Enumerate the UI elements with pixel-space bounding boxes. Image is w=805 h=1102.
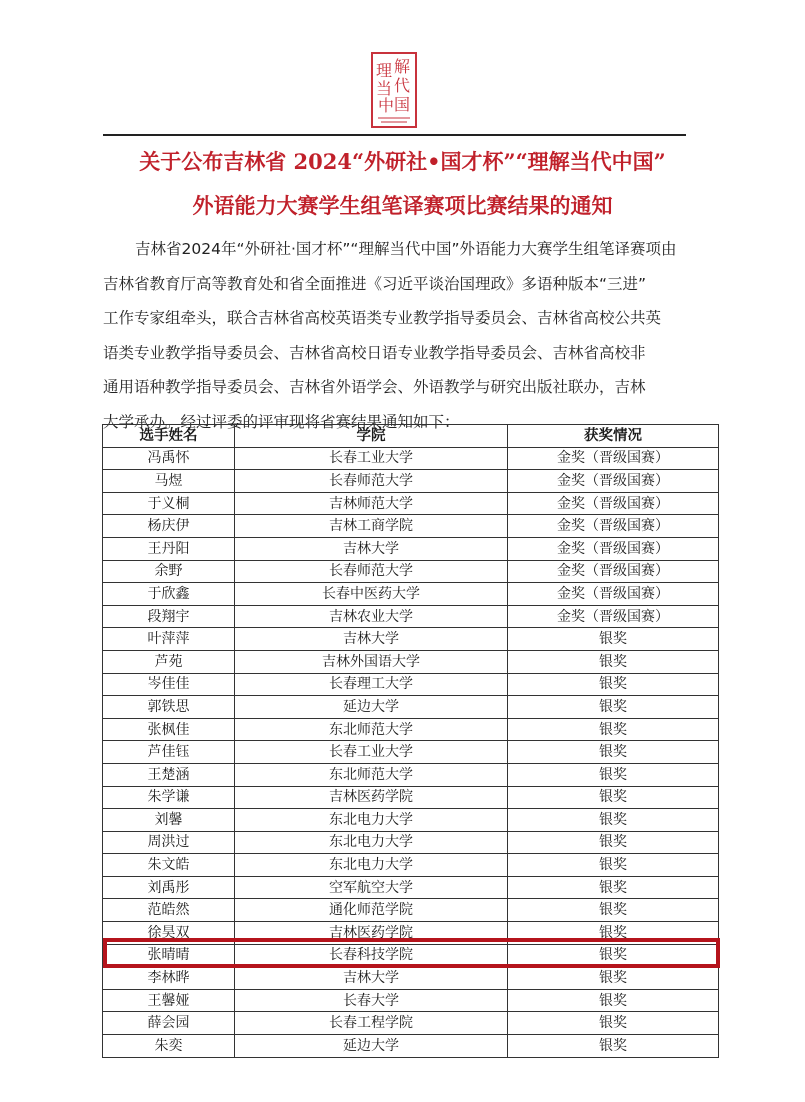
logo-char: 国 (393, 95, 411, 114)
cell-name: 朱学谦 (103, 786, 235, 809)
cell-name: 余野 (103, 560, 235, 583)
cell-name: 王丹阳 (103, 537, 235, 560)
cell-award: 银奖 (508, 854, 719, 877)
cell-award: 金奖（晋级国赛） (508, 515, 719, 538)
cell-school: 吉林外国语大学 (235, 650, 508, 673)
cell-school: 吉林工商学院 (235, 515, 508, 538)
cell-name: 段翔宇 (103, 605, 235, 628)
cell-name: 徐昊双 (103, 922, 235, 945)
cell-name: 郭铁思 (103, 696, 235, 719)
table-row (103, 492, 719, 515)
document-title-line-2: 外语能力大赛学生组笔译赛项比赛结果的通知 (192, 193, 613, 218)
cell-award: 银奖 (508, 989, 719, 1012)
cell-name: 朱文皓 (103, 854, 235, 877)
cell-name: 芦苑 (103, 650, 235, 673)
cell-school: 吉林医药学院 (235, 786, 508, 809)
cell-award: 金奖（晋级国赛） (508, 560, 719, 583)
cell-award: 银奖 (508, 673, 719, 696)
table-row (103, 470, 719, 493)
table-row (103, 922, 719, 945)
cell-school: 空军航空大学 (235, 876, 508, 899)
table-row (103, 696, 719, 719)
cell-school: 长春工程学院 (235, 1012, 508, 1035)
table-row (103, 718, 719, 741)
cell-award: 银奖 (508, 876, 719, 899)
cell-name: 王楚涵 (103, 763, 235, 786)
cell-school: 吉林农业大学 (235, 605, 508, 628)
cell-name: 芦佳钰 (103, 741, 235, 764)
header-divider (103, 134, 686, 136)
intro-line: 工作专家组牵头，联合吉林省高校英语类专业教学指导委员会、吉林省高校公共英 (103, 309, 662, 327)
cell-name: 叶萍萍 (103, 628, 235, 651)
results-table (102, 424, 719, 1058)
table-row (103, 763, 719, 786)
intro-line: 吉林省2024年“外研社·国才杯”“理解当代中国”外语能力大赛学生组笔译赛项由 (135, 240, 677, 258)
table-row (103, 583, 719, 606)
cell-school: 长春理工大学 (235, 673, 508, 696)
logo-char: 解 (393, 57, 411, 76)
cell-school: 吉林医药学院 (235, 922, 508, 945)
cell-name: 周洪过 (103, 831, 235, 854)
cell-award: 银奖 (508, 1035, 719, 1058)
cell-award: 银奖 (508, 718, 719, 741)
cell-school: 长春师范大学 (235, 560, 508, 583)
cell-school: 东北师范大学 (235, 763, 508, 786)
intro-line: 吉林省教育厅高等教育处和省全面推进《习近平谈治国理政》多语种版本“三进” (103, 274, 647, 293)
cell-school: 延边大学 (235, 1035, 508, 1058)
cell-school: 吉林大学 (235, 628, 508, 651)
cell-school: 通化师范学院 (235, 899, 508, 922)
cell-name: 于欣鑫 (103, 583, 235, 606)
document-title-line-1: 关于公布吉林省 2024“外研社•国才杯”“理解当代中国” (139, 149, 666, 174)
cell-school: 东北电力大学 (235, 809, 508, 832)
cell-school: 吉林大学 (235, 537, 508, 560)
intro-line: 通用语种教学指导委员会、吉林省外语学会、外语教学与研究出版社联办，吉林 (103, 378, 646, 396)
cell-name: 李林晔 (103, 967, 235, 990)
cell-name: 于义桐 (103, 492, 235, 515)
table-row-highlighted (103, 944, 719, 967)
table-row (103, 1035, 719, 1058)
cell-award: 银奖 (508, 899, 719, 922)
cell-award: 金奖（晋级国赛） (508, 537, 719, 560)
cell-name: 冯禹怀 (103, 447, 235, 470)
cell-school: 长春工业大学 (235, 447, 508, 470)
table-row (103, 786, 719, 809)
table-row (103, 967, 719, 990)
cell-award: 金奖（晋级国赛） (508, 470, 719, 493)
cell-school: 东北电力大学 (235, 831, 508, 854)
cell-award: 金奖（晋级国赛） (508, 605, 719, 628)
header-school: 学院 (235, 425, 508, 448)
table-row (103, 876, 719, 899)
cell-school: 东北电力大学 (235, 854, 508, 877)
cell-award: 银奖 (508, 831, 719, 854)
cell-school: 延边大学 (235, 696, 508, 719)
cell-school: 长春中医药大学 (235, 583, 508, 606)
logo-char: 当 (375, 79, 393, 98)
cell-award: 银奖 (508, 922, 719, 945)
intro-paragraph (103, 232, 690, 439)
intro-line: 大学承办。经过评委的评审现将省赛结果通知如下： (103, 412, 460, 431)
logo-char: 中 (377, 96, 395, 115)
cell-school: 吉林师范大学 (235, 492, 508, 515)
table-row (103, 989, 719, 1012)
cell-award: 银奖 (508, 809, 719, 832)
cell-award: 银奖 (508, 628, 719, 651)
logo-char: 理 (375, 61, 393, 80)
table-row (103, 447, 719, 470)
cell-award: 金奖（晋级国赛） (508, 447, 719, 470)
cell-name: 张晴晴 (103, 944, 235, 967)
logo-seal (371, 52, 417, 128)
table-row (103, 650, 719, 673)
cell-name: 张枫佳 (103, 718, 235, 741)
cell-award: 银奖 (508, 741, 719, 764)
logo-char: 代 (393, 76, 411, 95)
table-row (103, 673, 719, 696)
cell-award: 金奖（晋级国赛） (508, 492, 719, 515)
cell-award: 银奖 (508, 944, 719, 967)
cell-name: 岑佳佳 (103, 673, 235, 696)
cell-school: 长春工业大学 (235, 741, 508, 764)
cell-award: 银奖 (508, 763, 719, 786)
cell-name: 朱奕 (103, 1035, 235, 1058)
table-row (103, 1012, 719, 1035)
table-row (103, 831, 719, 854)
table-row (103, 628, 719, 651)
cell-name: 马煜 (103, 470, 235, 493)
cell-name: 刘馨 (103, 809, 235, 832)
cell-award: 银奖 (508, 786, 719, 809)
table-row (103, 899, 719, 922)
header-award: 获奖情况 (508, 425, 719, 448)
cell-school: 长春科技学院 (235, 944, 508, 967)
table-row (103, 515, 719, 538)
cell-name: 杨庆伊 (103, 515, 235, 538)
cell-name: 薛会园 (103, 1012, 235, 1035)
cell-school: 长春师范大学 (235, 470, 508, 493)
cell-school: 吉林大学 (235, 967, 508, 990)
table-header-row (103, 425, 719, 448)
cell-school: 长春大学 (235, 989, 508, 1012)
table-row (103, 809, 719, 832)
intro-line: 语类专业教学指导委员会、吉林省高校日语专业教学指导委员会、吉林省高校非 (103, 343, 646, 362)
cell-award: 银奖 (508, 1012, 719, 1035)
table-row (103, 854, 719, 877)
table-row (103, 560, 719, 583)
cell-award: 银奖 (508, 696, 719, 719)
table-row (103, 605, 719, 628)
table-row (103, 741, 719, 764)
cell-award: 银奖 (508, 650, 719, 673)
cell-name: 刘禹彤 (103, 876, 235, 899)
table-row (103, 537, 719, 560)
cell-name: 王馨娅 (103, 989, 235, 1012)
cell-school: 东北师范大学 (235, 718, 508, 741)
cell-award: 金奖（晋级国赛） (508, 583, 719, 606)
cell-award: 银奖 (508, 967, 719, 990)
cell-name: 范皓然 (103, 899, 235, 922)
header-name: 选手姓名 (103, 425, 235, 448)
